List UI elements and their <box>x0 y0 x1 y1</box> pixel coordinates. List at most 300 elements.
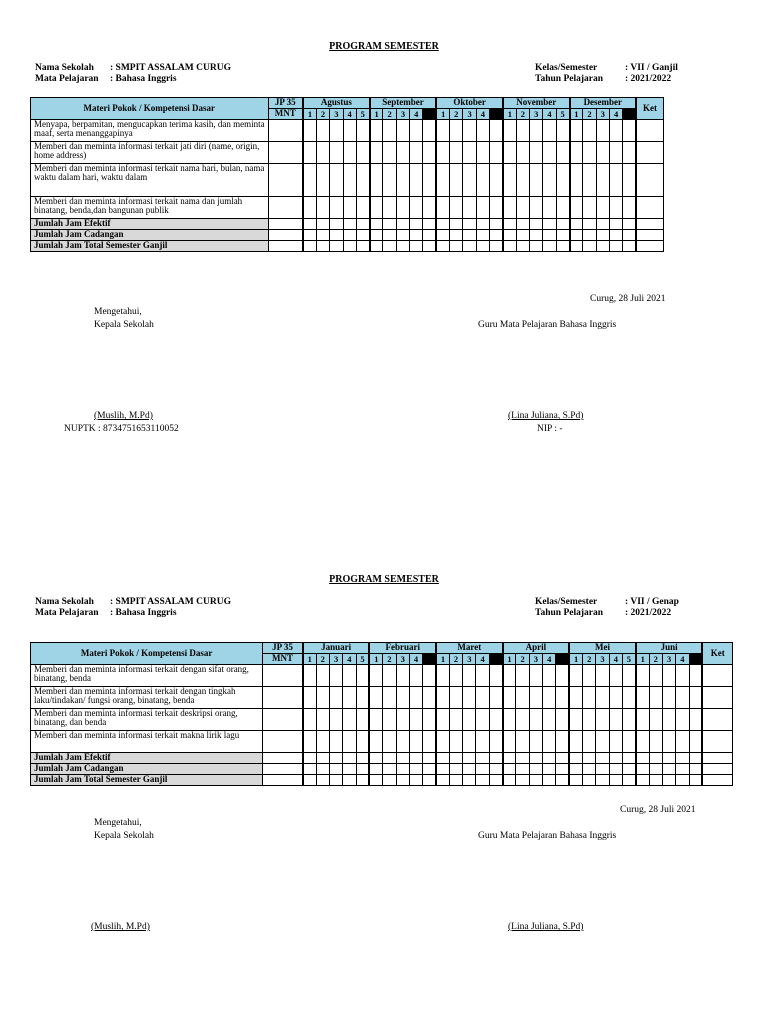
week-cell <box>622 665 635 687</box>
week-cell <box>476 709 489 731</box>
week-cell <box>676 665 689 687</box>
week-cell <box>476 197 489 219</box>
week-cell <box>356 687 369 709</box>
week-cell <box>556 775 569 786</box>
materi-cell: Memberi dan meminta informasi terkait deskripsi orang, binatang, dan benda <box>31 709 263 731</box>
week-cell <box>343 687 356 709</box>
week-cell <box>489 775 502 786</box>
week-cell <box>530 120 543 142</box>
acknowledged-text: Mengetahui, <box>94 307 142 317</box>
header-month: September <box>370 98 437 109</box>
week-cell <box>329 775 342 786</box>
week-cell <box>383 219 396 230</box>
week-cell <box>316 142 329 164</box>
week-cell <box>662 731 675 753</box>
header-month: Maret <box>436 643 503 654</box>
week-cell <box>689 665 702 687</box>
week-number: 2 <box>516 109 529 120</box>
week-number: 3 <box>330 109 343 120</box>
week-cell <box>343 764 356 775</box>
week-number <box>423 654 436 665</box>
week-cell <box>463 197 476 219</box>
week-cell <box>316 753 329 764</box>
week-cell <box>676 709 689 731</box>
week-cell <box>516 731 529 753</box>
header-month: Februari <box>369 643 436 654</box>
week-cell <box>529 731 542 753</box>
week-cell <box>396 775 409 786</box>
week-cell <box>516 230 529 241</box>
week-cell <box>490 230 503 241</box>
week-cell <box>596 709 609 731</box>
week-cell <box>609 775 622 786</box>
week-cell <box>636 665 649 687</box>
summary-row <box>31 775 733 786</box>
week-cell <box>583 775 596 786</box>
week-cell <box>583 753 596 764</box>
week-cell <box>556 764 569 775</box>
week-cell <box>343 665 356 687</box>
week-cell <box>596 241 609 252</box>
week-cell <box>436 764 449 775</box>
week-cell <box>556 753 569 764</box>
subject-value: : Bahasa Inggris <box>110 74 177 84</box>
week-cell <box>503 665 516 687</box>
header-month: Januari <box>303 643 370 654</box>
week-cell <box>330 219 343 230</box>
week-cell <box>316 241 329 252</box>
week-cell <box>396 120 409 142</box>
week-number: 4 <box>343 654 356 665</box>
week-cell <box>503 709 516 731</box>
week-cell <box>676 764 689 775</box>
week-cell <box>596 753 609 764</box>
week-cell <box>583 197 596 219</box>
week-cell <box>490 164 503 197</box>
week-cell <box>489 665 502 687</box>
year-label: Tahun Pelajaran <box>535 74 604 84</box>
week-cell <box>636 775 649 786</box>
year-value: : 2021/2022 <box>625 74 672 84</box>
ket-cell <box>636 142 663 164</box>
materi-cell: Memberi dan meminta informasi terkait dengan sifat orang, binatang, benda <box>31 665 263 687</box>
week-cell <box>596 142 609 164</box>
materi-cell: Memberi dan meminta informasi terkait nama dan jumlah binatang, benda,dan bangunan publik <box>31 197 269 219</box>
week-cell <box>316 197 329 219</box>
header-jp: JP 35 <box>263 643 303 654</box>
week-cell <box>410 142 423 164</box>
header-ket: Ket <box>636 98 663 120</box>
week-cell <box>596 775 609 786</box>
week-cell <box>436 230 449 241</box>
week-cell <box>556 665 569 687</box>
week-number: 4 <box>476 654 489 665</box>
week-number: 1 <box>303 109 316 120</box>
week-cell <box>449 731 462 753</box>
week-cell <box>450 142 463 164</box>
week-cell <box>383 709 396 731</box>
week-cell <box>570 219 583 230</box>
week-cell <box>316 665 329 687</box>
week-cell <box>343 753 356 764</box>
week-cell <box>503 775 516 786</box>
teacher-id: NIP : - <box>537 424 563 434</box>
week-cell <box>303 164 316 197</box>
week-number: 4 <box>410 109 423 120</box>
semester-table <box>30 642 733 786</box>
class-value: : VII / Ganjil <box>625 63 678 73</box>
week-cell <box>463 241 476 252</box>
week-cell <box>476 731 489 753</box>
week-cell <box>503 120 516 142</box>
week-cell <box>423 687 436 709</box>
week-number: 1 <box>503 109 516 120</box>
week-cell <box>356 241 369 252</box>
week-cell <box>503 764 516 775</box>
week-cell <box>543 241 556 252</box>
school-value: : SMPIT ASSALAM CURUG <box>110 63 231 73</box>
week-cell <box>623 197 636 219</box>
week-cell <box>569 753 582 764</box>
ket-cell <box>636 120 663 142</box>
week-cell <box>343 120 356 142</box>
week-cell <box>529 709 542 731</box>
summary-label: Jumlah Jam Total Semester Ganjil <box>31 241 269 252</box>
week-cell <box>662 665 675 687</box>
header-materi: Materi Pokok / Kompetensi Dasar <box>31 643 263 665</box>
week-cell <box>476 164 489 197</box>
week-cell <box>516 120 529 142</box>
week-number <box>489 654 502 665</box>
week-cell <box>596 164 609 197</box>
week-cell <box>383 230 396 241</box>
ket-cell <box>702 709 732 731</box>
week-cell <box>370 241 383 252</box>
week-number: 3 <box>530 109 543 120</box>
week-cell <box>609 219 622 230</box>
week-cell <box>330 230 343 241</box>
week-cell <box>529 687 542 709</box>
week-cell <box>516 164 529 197</box>
materi-cell: Menyapa, berpamitan, mengucapkan terima kasih, dan meminta maaf, serta menanggapinya <box>31 120 269 142</box>
jp-cell <box>268 219 303 230</box>
week-cell <box>303 687 316 709</box>
week-cell <box>556 120 569 142</box>
week-cell <box>543 731 556 753</box>
week-cell <box>476 687 489 709</box>
week-cell <box>369 753 382 764</box>
week-cell <box>436 665 449 687</box>
week-cell <box>303 731 316 753</box>
week-cell <box>436 731 449 753</box>
week-cell <box>383 687 396 709</box>
week-cell <box>662 687 675 709</box>
week-cell <box>583 709 596 731</box>
week-cell <box>583 142 596 164</box>
week-cell <box>316 764 329 775</box>
week-number: 3 <box>529 654 542 665</box>
week-number: 3 <box>463 654 476 665</box>
week-cell <box>569 709 582 731</box>
materi-cell: Memberi dan meminta informasi terkait makna lirik lagu <box>31 731 263 753</box>
week-cell <box>649 709 662 731</box>
week-cell <box>463 230 476 241</box>
subject-value: : Bahasa Inggris <box>110 608 177 618</box>
week-cell <box>649 665 662 687</box>
week-cell <box>396 197 409 219</box>
week-number: 2 <box>316 109 329 120</box>
week-cell <box>436 120 449 142</box>
week-cell <box>556 230 569 241</box>
week-cell <box>636 764 649 775</box>
week-cell <box>570 197 583 219</box>
week-cell <box>489 687 502 709</box>
week-cell <box>543 120 556 142</box>
week-cell <box>476 142 489 164</box>
week-cell <box>450 219 463 230</box>
week-cell <box>303 709 316 731</box>
week-cell <box>556 164 569 197</box>
week-number: 5 <box>556 109 569 120</box>
summary-label: Jumlah Jam Efektif <box>31 753 263 764</box>
week-cell <box>369 764 382 775</box>
week-cell <box>436 241 449 252</box>
week-cell <box>543 230 556 241</box>
week-cell <box>529 764 542 775</box>
week-cell <box>343 230 356 241</box>
week-cell <box>329 764 342 775</box>
principal-name: (Muslih, M.Pd) <box>91 922 150 932</box>
week-cell <box>450 230 463 241</box>
week-cell <box>622 775 635 786</box>
week-cell <box>396 142 409 164</box>
table-row <box>31 709 733 731</box>
table-header-row <box>31 98 664 109</box>
summary-row <box>31 230 664 241</box>
week-cell <box>583 230 596 241</box>
week-cell <box>396 687 409 709</box>
week-cell <box>383 764 396 775</box>
week-cell <box>369 687 382 709</box>
week-cell <box>569 764 582 775</box>
ket-cell <box>636 219 663 230</box>
week-cell <box>396 665 409 687</box>
header-jp: JP 35 <box>268 98 303 109</box>
week-cell <box>303 120 316 142</box>
week-cell <box>356 753 369 764</box>
ket-cell <box>636 164 663 197</box>
ket-cell <box>702 753 732 764</box>
week-cell <box>370 197 383 219</box>
subject-label: Mata Pelajaran <box>35 74 99 84</box>
week-cell <box>356 197 369 219</box>
jp-cell <box>268 142 303 164</box>
week-cell <box>583 764 596 775</box>
week-cell <box>463 764 476 775</box>
week-cell <box>423 775 436 786</box>
week-cell <box>316 219 329 230</box>
week-cell <box>463 753 476 764</box>
header-mnt: MNT <box>263 654 303 665</box>
week-cell <box>449 665 462 687</box>
week-cell <box>609 764 622 775</box>
table-row <box>31 687 733 709</box>
summary-row <box>31 753 733 764</box>
week-cell <box>609 164 622 197</box>
week-cell <box>409 764 422 775</box>
week-cell <box>396 731 409 753</box>
jp-cell <box>263 764 303 775</box>
week-cell <box>436 197 449 219</box>
week-cell <box>303 197 316 219</box>
week-cell <box>490 241 503 252</box>
week-cell <box>503 197 516 219</box>
week-cell <box>596 197 609 219</box>
week-cell <box>623 219 636 230</box>
week-cell <box>383 164 396 197</box>
week-cell <box>569 687 582 709</box>
week-cell <box>636 731 649 753</box>
week-cell <box>330 120 343 142</box>
week-number: 3 <box>396 654 409 665</box>
week-cell <box>676 753 689 764</box>
week-cell <box>490 197 503 219</box>
week-cell <box>596 230 609 241</box>
week-cell <box>596 665 609 687</box>
week-cell <box>383 753 396 764</box>
week-cell <box>356 665 369 687</box>
week-number: 4 <box>609 109 622 120</box>
week-cell <box>503 219 516 230</box>
week-cell <box>516 687 529 709</box>
week-cell <box>583 241 596 252</box>
week-cell <box>436 775 449 786</box>
week-number <box>423 109 436 120</box>
week-cell <box>570 120 583 142</box>
week-cell <box>303 219 316 230</box>
week-cell <box>343 164 356 197</box>
week-cell <box>463 775 476 786</box>
week-number: 4 <box>543 109 556 120</box>
week-cell <box>449 709 462 731</box>
week-cell <box>689 731 702 753</box>
week-cell <box>476 120 489 142</box>
header-month: Desember <box>570 98 637 109</box>
week-cell <box>662 709 675 731</box>
week-cell <box>410 241 423 252</box>
week-cell <box>676 775 689 786</box>
week-cell <box>530 241 543 252</box>
week-number: 1 <box>370 109 383 120</box>
week-cell <box>689 709 702 731</box>
week-cell <box>490 120 503 142</box>
ket-cell <box>702 731 732 753</box>
week-cell <box>583 120 596 142</box>
class-label: Kelas/Semester <box>535 597 598 607</box>
week-cell <box>543 197 556 219</box>
week-cell <box>543 709 556 731</box>
materi-cell: Memberi dan meminta informasi terkait jati diri (name, origin, home address) <box>31 142 269 164</box>
week-number: 2 <box>383 654 396 665</box>
week-cell <box>636 687 649 709</box>
week-cell <box>450 197 463 219</box>
ket-cell <box>636 230 663 241</box>
summary-label: Jumlah Jam Efektif <box>31 219 269 230</box>
acknowledged-text: Mengetahui, <box>94 818 142 828</box>
jp-cell <box>268 241 303 252</box>
week-cell <box>476 219 489 230</box>
week-cell <box>596 219 609 230</box>
week-cell <box>329 687 342 709</box>
week-cell <box>316 775 329 786</box>
week-cell <box>423 219 436 230</box>
teacher-name: (Lina Juliana, S.Pd) <box>508 922 584 932</box>
week-cell <box>503 241 516 252</box>
week-cell <box>543 764 556 775</box>
week-cell <box>450 164 463 197</box>
week-cell <box>609 687 622 709</box>
semester-table <box>30 97 664 252</box>
week-cell <box>303 665 316 687</box>
table-row <box>31 665 733 687</box>
week-cell <box>383 241 396 252</box>
week-cell <box>609 731 622 753</box>
week-cell <box>316 731 329 753</box>
week-cell <box>622 764 635 775</box>
week-cell <box>343 241 356 252</box>
week-cell <box>369 731 382 753</box>
week-cell <box>463 687 476 709</box>
week-number: 4 <box>676 654 689 665</box>
week-cell <box>409 775 422 786</box>
week-cell <box>596 731 609 753</box>
week-number: 3 <box>396 109 409 120</box>
week-cell <box>423 665 436 687</box>
week-cell <box>370 219 383 230</box>
week-cell <box>330 241 343 252</box>
week-number: 1 <box>369 654 382 665</box>
teacher-title: Guru Mata Pelajaran Bahasa Inggris <box>478 831 617 841</box>
table-row <box>31 142 664 164</box>
year-label: Tahun Pelajaran <box>535 608 604 618</box>
week-cell <box>649 687 662 709</box>
week-cell <box>623 230 636 241</box>
week-cell <box>329 731 342 753</box>
week-cell <box>396 230 409 241</box>
week-number: 2 <box>649 654 662 665</box>
week-number: 5 <box>356 654 369 665</box>
jp-cell <box>268 197 303 219</box>
week-cell <box>423 764 436 775</box>
materi-cell: Memberi dan meminta informasi terkait nama hari, bulan, nama waktu dalam hari, waktu dalam <box>31 164 269 197</box>
week-cell <box>649 775 662 786</box>
week-cell <box>556 219 569 230</box>
week-cell <box>383 775 396 786</box>
week-cell <box>556 731 569 753</box>
week-cell <box>330 142 343 164</box>
week-cell <box>476 241 489 252</box>
week-cell <box>409 665 422 687</box>
week-number: 5 <box>622 654 635 665</box>
week-cell <box>556 197 569 219</box>
week-cell <box>409 731 422 753</box>
week-cell <box>503 731 516 753</box>
week-number: 1 <box>503 654 516 665</box>
week-cell <box>596 764 609 775</box>
week-cell <box>303 764 316 775</box>
week-cell <box>410 197 423 219</box>
principal-title: Kepala Sekolah <box>94 320 154 330</box>
